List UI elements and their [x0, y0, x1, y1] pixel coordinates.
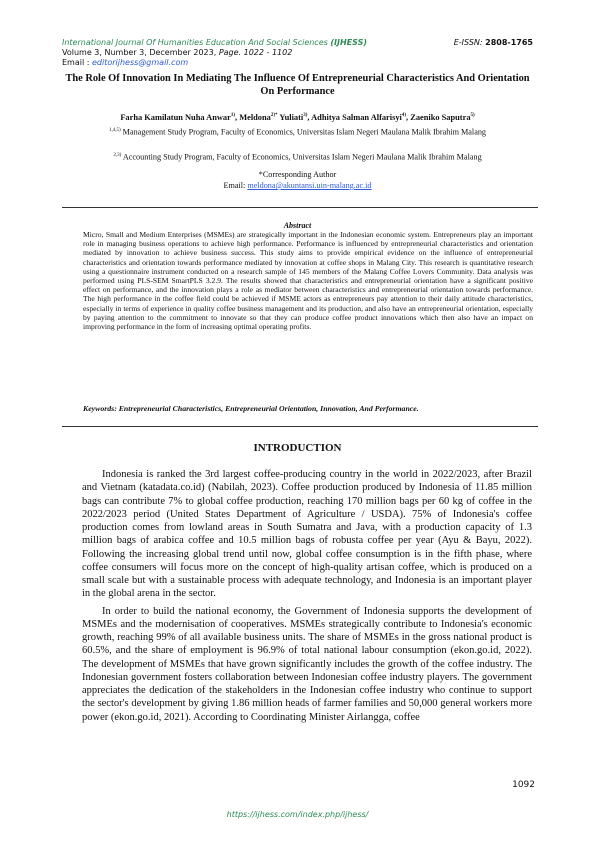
page-number: 1092 — [512, 780, 535, 790]
issn: E-ISSN: 2808-1765 — [453, 38, 533, 47]
divider — [62, 207, 538, 208]
author: Zaeniko Saputra$^{5)}$ — [410, 113, 475, 122]
divider — [62, 426, 538, 427]
journal-header — [62, 38, 533, 67]
journal-name: International Journal Of Humanities Education And Social Sciences (IJHESS) — [62, 38, 368, 47]
author-list: Farha Kamilatun Nuha Anwar$^{1)}$, Meldona$^{2)*}$ Yuliati$^{3)}$, Adhitya Salman Alfarisyi$^{4)}$, Zaeniko Saputra$^{5)}$ — [120, 113, 475, 122]
paragraph: In order to build the national economy, the Government of Indonesia supports the development of MSMEs and the modernisation of cooperatives. MSMEs strategically contribute to Indonesia's economic growth, reaching 99% of all available business units. The share of MSMEs in the gross national product is 60.5%, and the share of employment is 96.9% of total national labour consumption (ekon.go.id, 2022). The development of MSMEs that have grown significantly includes the growth of the coffee industry. The Indonesian government fosters collaboration between Indonesian coffee industry players. The government appreciates the dedication of the stakeholders in the Indonesian coffee industry who continue to support the sector's development by giving 1.86 million heads of farmer families and 50,000 general workers more power (ekon.go.id, 2021). According to Coordinating Minister Airlangga, coffee — [82, 605, 532, 723]
author: Adhitya Salman Alfarisyi$^{4)}$ — [311, 113, 407, 122]
abstract-text: Micro, Small and Medium Enterprises (MSMEs) are strategically important in the Indonesian economic system. Entrepreneurs play an important role in managing business operations to achieve high performance. Performance is influenced by entrepreneurial characteristics and orientation mediated by innovation to achieve business success. This study aims to provide empirical evidence on the influence of entrepreneurial characteristics and orientation towards performance mediated by innovation at coffee shops in Malang City. This research is quantitative research using a questionnaire instrument conducted on a research sample of 145 members of the Malang Coffee Lovers Community. Data analysis was performed using PLS-SEM SmartPLS 3.2.9. The results showed that characteristics and entrepreneurial orientation have a significant positive effect on performance, and the innovation plays a role as mediator between characteristics and entrepreneurial orientation towards performance. The high performance in the coffee field could be achieved if MSME actors as entrepreneurs pay attention to their daily attitude characteristics, especially in terms of experience in quality coffee business management and its production, and also have an entrepreneurial orientation, especially by paying attention to the commitment to innovate so that they can produce coffee product innovations which then also have an impact on improving performance in the form of increasing optimal operating profits. — [83, 230, 533, 332]
author: Yuliati$^{3)}$ — [279, 113, 308, 122]
footer-url[interactable]: https://ijhess.com/index.php/ijhess/ — [226, 810, 369, 819]
affiliation: $^{2,3)}$ Accounting Study Program, Faculty of Economics, Universitas Islam Negeri Maulana Malik Ibrahim Malang — [113, 152, 482, 162]
corresponding-author: *Corresponding Author Email: meldona@akuntansi.uin-malang.ac.id — [223, 170, 372, 190]
abstract-heading: Abstract — [283, 221, 312, 230]
journal-email: Email : editorijhess@gmail.com — [62, 58, 189, 67]
affiliation: $^{1,4,5)}$ Management Study Program, Faculty of Economics, Universitas Islam Negeri Maulana Malik Ibrahim Malang — [108, 127, 487, 137]
volume-info: Volume 3, Number 3, December 2023, Page. 1022 - 1102 — [62, 48, 293, 57]
section-heading: INTRODUCTION — [253, 442, 342, 454]
paragraph: Indonesia is ranked the 3rd largest coffee-producing country in the world in 2022/2023, after Brazil and Vietnam (katadata.co.id) (Nabilah, 2023). Coffee production produced by Indonesia of 11.85 million bags can contribute 7% to global coffee production, reaching 170 million bags per 60 kg of coffee in the 2022/2023 period (United States Department of Agriculture / USDA). 75% of Indonesia's coffee production comes from lowland areas in South Sumatra and Java, with a production capacity of 1.3 million bags of arabica coffee and 10.5 million bags of robusta coffee per year (Ayu & Bayu, 2022). Following the increasing global trend until now, global coffee consumption is in the fifth phase, where coffee consumers will focus more on the concept of high-quality artisan coffee, which is produced on a small scale but with a sustainable process with adequate technology, and Indonesia is an important player in the global arena in the sector. — [82, 469, 532, 600]
paper-title: The Role Of Innovation In Mediating The Influence Of Entrepreneurial Characteristics And Orientation On Performance — [65, 73, 530, 97]
author: Meldona$^{2)*}$ — [239, 113, 278, 122]
keywords: Keywords: Entrepreneurial Characteristics, Entrepreneurial Orientation, Innovation, And Performance. — [83, 404, 419, 413]
journal-email-link[interactable]: editorijhess@gmail.com — [91, 58, 189, 67]
author: Farha Kamilatun Nuha Anwar$^{1)}$ — [120, 113, 236, 122]
introduction-body — [82, 468, 532, 728]
corresponding-email-link[interactable]: meldona@akuntansi.uin-malang.ac.id — [247, 181, 372, 190]
